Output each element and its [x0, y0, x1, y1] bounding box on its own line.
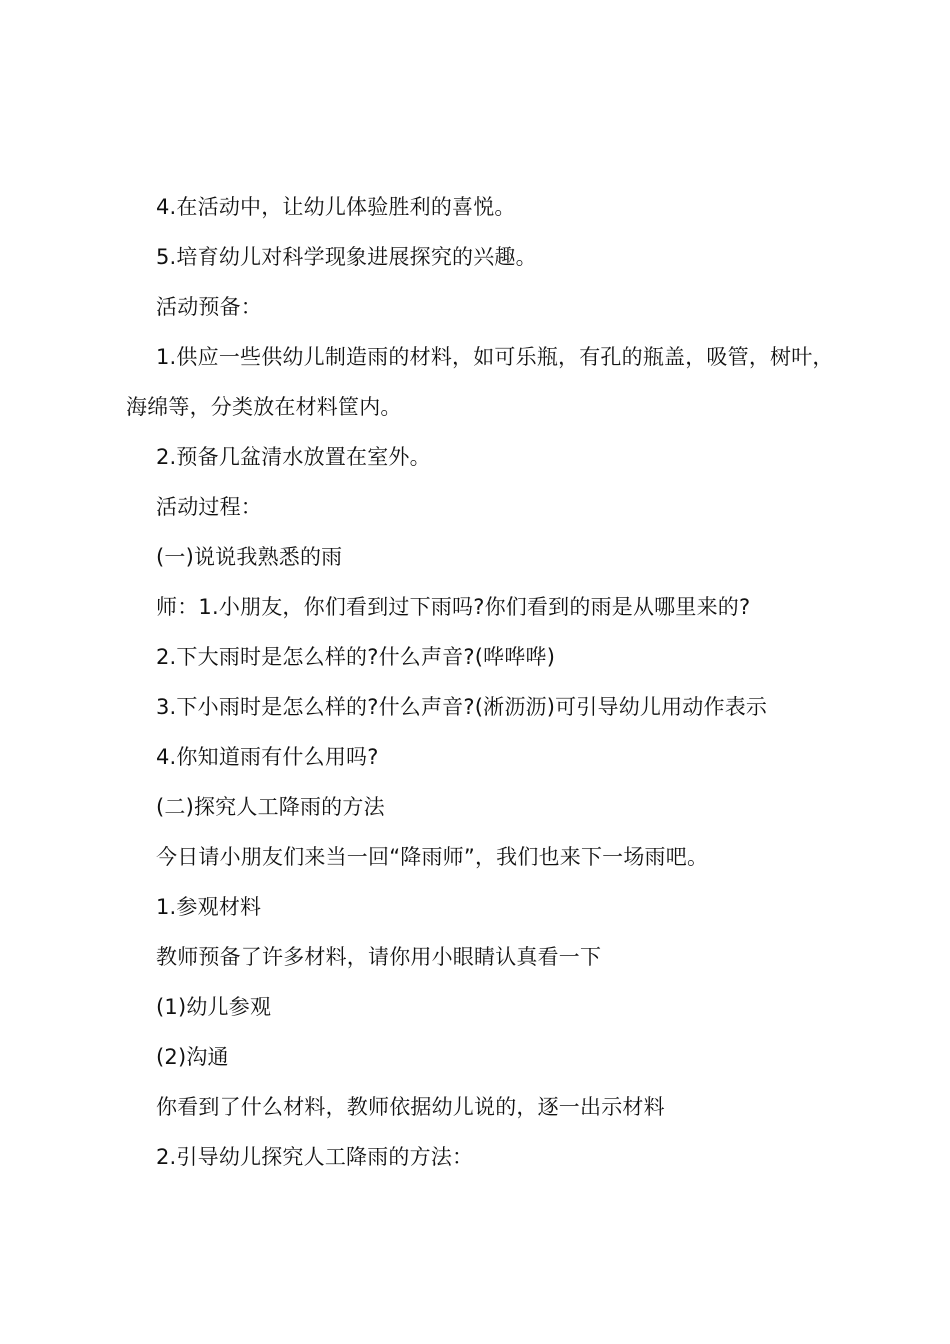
document-body: [126, 182, 836, 1182]
paragraph-intro: 今日请小朋友们来当一回“降雨师”，我们也来下一场雨吧。: [156, 845, 709, 869]
subheading-part-2: (二)探究人工降雨的方法: [156, 795, 385, 819]
paragraph-step-2: 2.引导幼儿探究人工降雨的方法：: [156, 1145, 474, 1169]
paragraph-question-1: 师：1.小朋友，你们看到过下雨吗?你们看到的雨是从哪里来的?: [156, 595, 751, 619]
paragraph-question-3: 3.下小雨时是怎么样的?什么声音?(淅沥沥)可引导幼儿用动作表示: [156, 695, 768, 719]
paragraph-prep-1: 1.供应一些供幼儿制造雨的材料，如可乐瓶，有孔的瓶盖，吸管，树叶，海绵等，分类放在材料筐内。: [126, 345, 834, 419]
section-heading-process: 活动过程：: [156, 495, 262, 519]
section-heading-preparation: 活动预备：: [156, 295, 262, 319]
paragraph-substep-1: (1)幼儿参观: [156, 995, 272, 1019]
paragraph-question-4: 4.你知道雨有什么用吗?: [156, 745, 379, 769]
paragraph-step-1: 1.参观材料: [156, 895, 262, 919]
paragraph-substep-2: (2)沟通: [156, 1045, 229, 1069]
paragraph-goal-5: 5.培育幼儿对科学现象进展探究的兴趣。: [156, 245, 537, 269]
paragraph-show-materials: 你看到了什么材料，教师依据幼儿说的，逐一出示材料: [156, 1095, 665, 1119]
paragraph-goal-4: 4.在活动中，让幼儿体验胜利的喜悦。: [156, 195, 516, 219]
paragraph-teacher-materials: 教师预备了许多材料，请你用小眼睛认真看一下: [156, 945, 602, 969]
paragraph-question-2: 2.下大雨时是怎么样的?什么声音?(哗哗哗): [156, 645, 556, 669]
paragraph-prep-2: 2.预备几盆清水放置在室外。: [156, 445, 431, 469]
subheading-part-1: (一)说说我熟悉的雨: [156, 545, 343, 569]
